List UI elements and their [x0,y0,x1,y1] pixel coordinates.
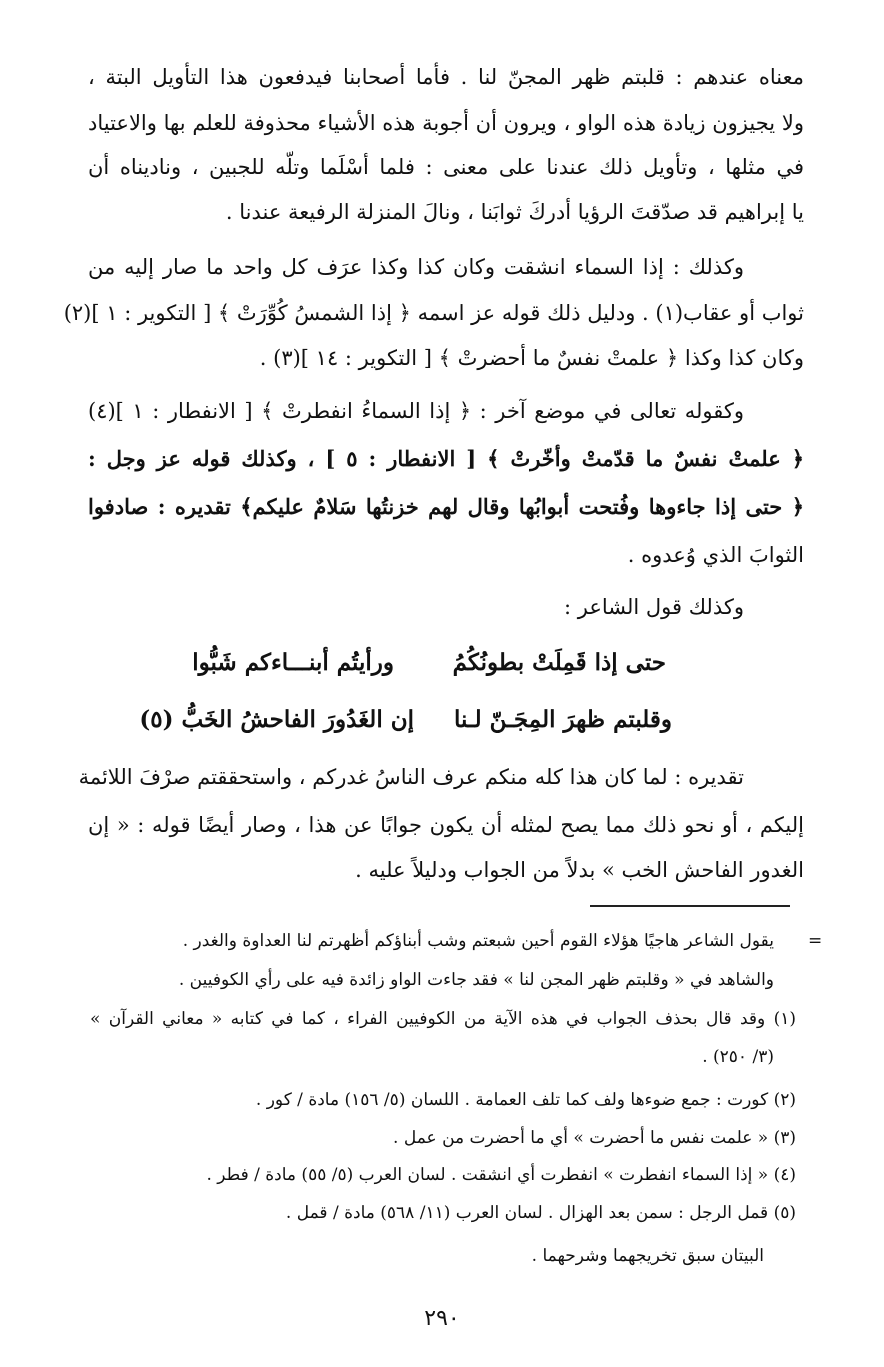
footnote-separator [590,905,790,907]
body-line: في مثلها ، وتأويل ذلك عندنا على معنى : فلما أسْلَما وتلّه للجبين ، وناديناه أن [88,155,804,179]
body-line: معناه عندهم : قلبتم ظهر المجنّ لنا . فأما أصحابنا فيدفعون هذا التأويل البتة ، [88,65,804,89]
body-line: ﴿ حتى إذا جاءوها وفُتحت أبوابُها وقال لهم خزنتُها سَلامٌ عليكم﴾ تقديره : صادفوا [88,494,804,519]
body-line: ﴿ علمتْ نفسٌ ما قدّمتْ وأخّرتْ ﴾ [ الانفطار : ٥ ] ، وكذلك قوله عز وجل : [88,446,805,471]
verse-hemistich: وقلبتم ظهرَ المِجَـنّ لـنا [453,706,672,733]
footnote-line: (٣/ ٢٥٠) . [702,1047,774,1067]
footnote-line: (٥) قمل الرجل : سمن بعد الهزال . لسان العرب (١١/ ٥٦٨) مادة / قمل . [285,1203,796,1223]
body-line: يا إبراهيم قد صدّقتَ الرؤيا أدركَ ثوابَنا ، ونالَ المنزلة الرفيعة عندنا . [225,200,804,224]
page-number: ٢٩٠ [424,1306,460,1331]
footnote-line: (٣) « علمت نفس ما أحضرت » أي ما أحضرت من عمل . [393,1128,796,1148]
footnote-line: يقول الشاعر هاجيًا هؤلاء القوم أحين شبعتم وشب أبناؤكم أظهرتم لنا العداوة والغدر . [182,931,774,951]
footnote-line: (٢) كورت : جمع ضوءها ولف كما تلف العمامة . اللسان (٥/ ١٥٦) مادة / كور . [255,1090,796,1110]
body-line: تقديره : لما كان هذا كله منكم عرف الناسُ غدركم ، واستحققتم صرْفَ اللائمة [78,765,744,789]
footnote-line: والشاهد في « وقلبتم ظهر المجن لنا » فقد جاءت الواو زائدة فيه على رأي الكوفيين . [178,970,774,990]
body-line: ثواب أو عقاب(١) . ودليل ذلك قوله عز اسمه ﴿ إذا الشمسُ كُوِّرَتْ ﴾ [ التكوير : ١ ](٢) [63,301,804,325]
footnote-line: البيتان سبق تخريجهما وشرحهما . [531,1246,764,1266]
footnote-line: (١) وقد قال بحذف الجواب في هذه الآية من الكوفيين الفراء ، كما في كتابه « معاني القرآن » [90,1009,796,1029]
footnote-line: (٤) « إذا السماء انفطرت » انفطرت أي انشقت . لسان العرب (٥/ ٥٥) مادة / فطر . [206,1165,796,1185]
body-line: وكقوله تعالى في موضع آخر : ﴿ إذا السماءُ انفطرتْ ﴾ [ الانفطار : ١ ](٤) [88,399,744,423]
body-line: إليكم ، أو نحو ذلك مما يصح لمثله أن يكون جوابًا عن هذا ، وصار أيضًا قوله : « إن [88,813,804,837]
body-line: وكان كذا وكذا ﴿ علمتْ نفسٌ ما أحضرتْ ﴾ [ التكوير : ١٤ ](٣) . [259,346,804,370]
body-line: وكذلك : إذا السماء انشقت وكان كذا وكذا عرَف كل واحد ما صار إليه من [88,255,744,279]
verse-hemistich: حتى إذا قَمِلَتْ بطونُكُمُ [452,649,666,676]
body-line: ولا يجيزون زيادة هذه الواو ، ويرون أن أجوبة هذه الأشياء محذوفة للعلم بها والاعتياد [88,111,804,135]
body-line: الغدور الفاحش الخب » بدلاً من الجواب ودليلاً عليه . [355,858,804,882]
verse-hemistich: إن الغَدُورَ الفاحشُ الخَبُّ (٥) [139,706,414,733]
body-line: وكذلك قول الشاعر : [564,595,744,619]
body-line: الثوابَ الذي وُعدوه . [627,543,804,567]
verse-hemistich: ورأيتُم أبنـــاءكم شَبُّوا [192,649,394,676]
continuation-mark: = [808,931,823,951]
